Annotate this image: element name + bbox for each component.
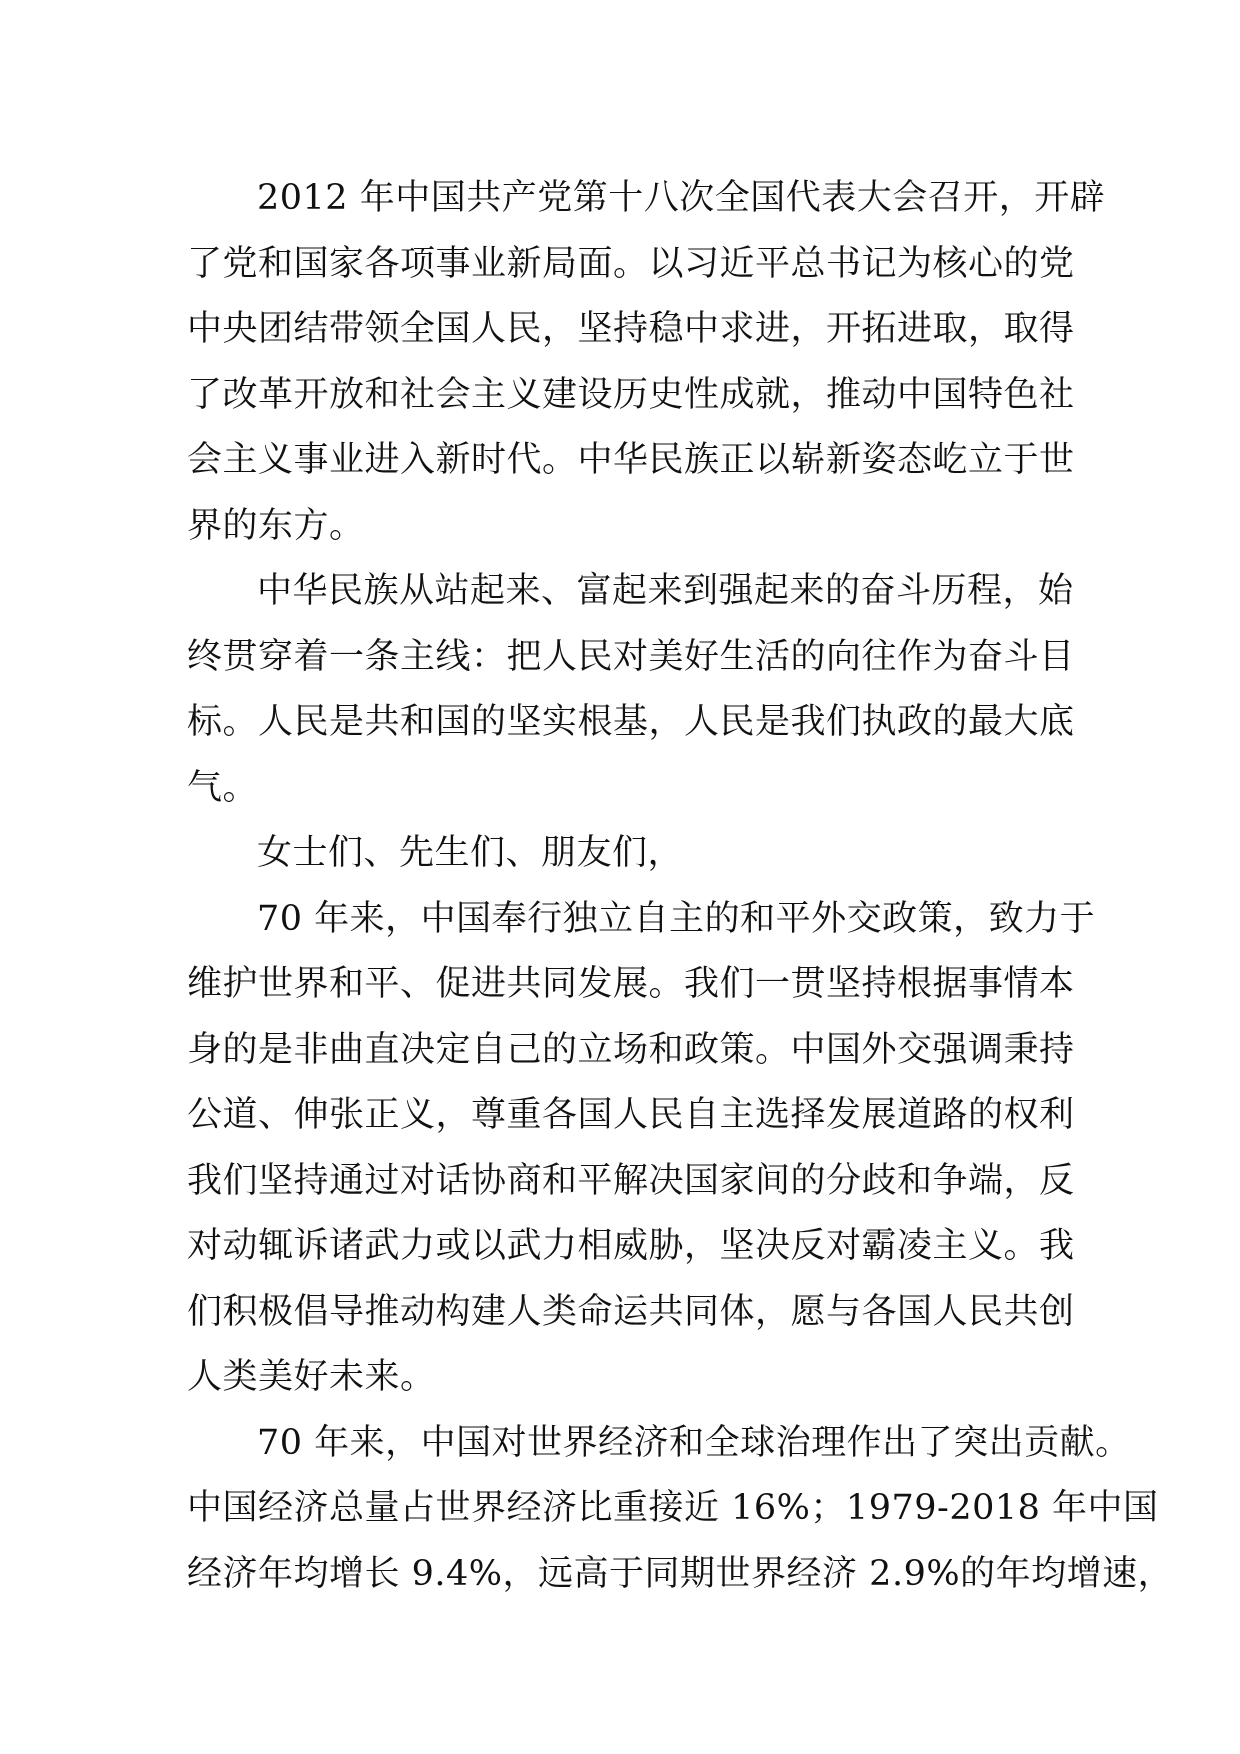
text-line: 中央团结带领全国人民，坚持稳中求进，开拓进取，取得 (187, 309, 1075, 349)
paragraph (187, 166, 1106, 559)
text-line: 标。人民是共和国的坚实根基，人民是我们执政的最大底 (187, 702, 1075, 742)
text-line: 会主义事业进入新时代。中华民族正以崭新姿态屹立于世 (187, 440, 1075, 480)
text-line: 维护世界和平、促进共同发展。我们一贯坚持根据事情本 (187, 964, 1075, 1004)
text-line: 身的是非曲直决定自己的立场和政策。中国外交强调秉持 (187, 1029, 1075, 1070)
text-line: 公道、伸张正义，尊重各国人民自主选择发展道路的权利 (187, 1095, 1075, 1135)
text-line: 了党和国家各项事业新局面。以习近平总书记为核心的党 (187, 243, 1075, 284)
text-line: 中华民族从站起来、富起来到强起来的奋斗历程，始 (257, 571, 1074, 611)
text-line: 我们坚持通过对话协商和平解决国家间的分歧和争端，反 (187, 1160, 1075, 1201)
text-line: 们积极倡导推动构建人类命运共同体，愿与各国人民共创 (187, 1291, 1075, 1332)
text-line: 中国经济总量占世界经济比重接近 16%；1979-2018 年中国 (187, 1488, 1159, 1528)
text-line: 女士们、先生们、朋友们， (257, 833, 684, 873)
paragraph (187, 559, 1075, 821)
text-line: 了改革开放和社会主义建设历史性成就，推动中国特色社 (187, 374, 1075, 415)
paragraph (187, 1411, 1174, 1608)
text-line: 界的东方。 (187, 505, 365, 546)
document-body (187, 166, 1174, 1607)
text-line: 终贯穿着一条主线：把人民对美好生活的向往作为奋斗目 (187, 636, 1075, 677)
paragraph (187, 887, 1096, 1411)
paragraph (187, 821, 1057, 887)
text-line: 2012 年中国共产党第十八次全国代表大会召开，开辟 (257, 178, 1106, 218)
text-line: 70 年来，中国对世界经济和全球治理作出了突出贡献。 (257, 1422, 1131, 1463)
text-line: 经济年均增长 9.4%，远高于同期世界经济 2.9%的年均增速， (187, 1553, 1174, 1594)
text-line: 对动辄诉诸武力或以武力相威胁，坚决反对霸凌主义。我 (187, 1226, 1075, 1266)
text-line: 70 年来，中国奉行独立自主的和平外交政策，致力于 (257, 898, 1096, 939)
text-line: 气。 (187, 767, 259, 808)
text-line: 人类美好未来。 (187, 1357, 436, 1397)
